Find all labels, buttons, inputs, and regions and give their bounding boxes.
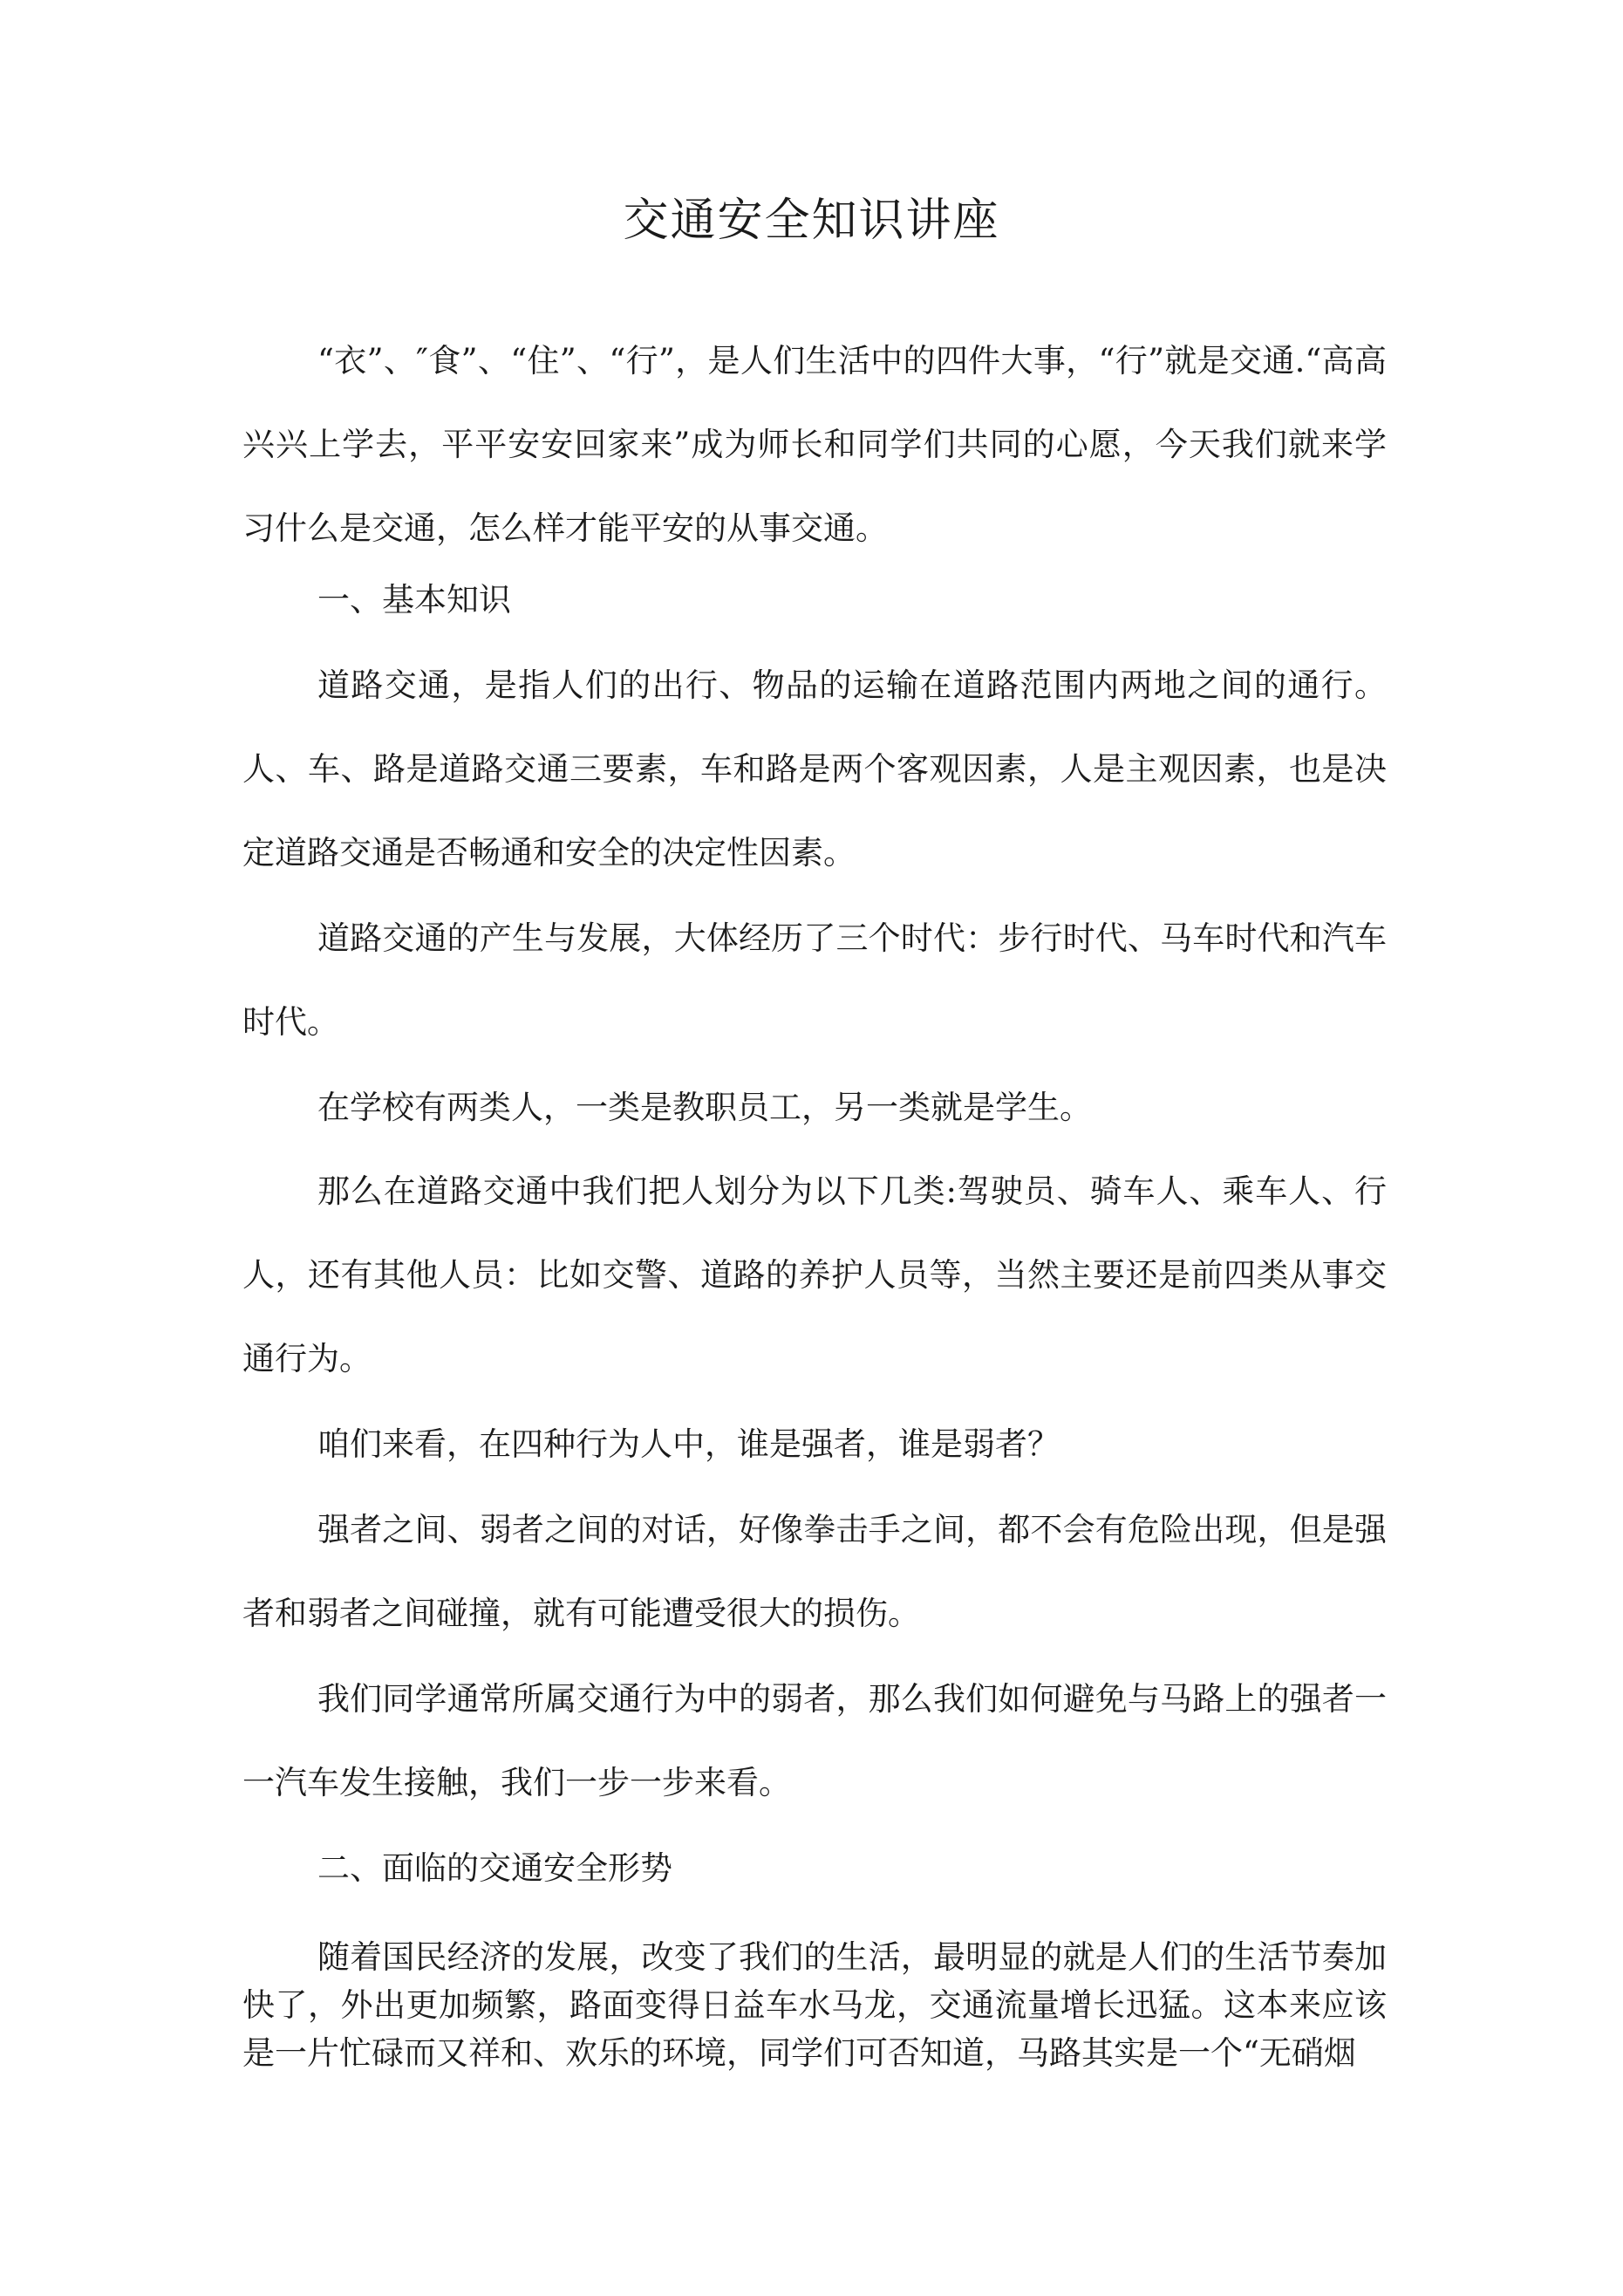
- section-heading-basic-knowledge: 一、基本知识: [317, 581, 511, 618]
- paragraph-avoid-contact: 我们同学通常所属交通行为中的弱者，那么我们如何避免与马路上的强者一一汽车发生接触，我们一步一步来看。: [242, 1680, 1387, 1801]
- section-heading-traffic-situation: 二、面临的交通安全形势: [317, 1849, 672, 1887]
- paragraph-intro: “衣”、″食”、“住”、“行”，是人们生活中的四件大事，“行”就是交通.“高高兴兴上学去，平平安安回家来”成为师长和同学们共同的心愿，今天我们就来学习什么是交通，怎么样才能平安的从事交通。: [242, 342, 1387, 547]
- paragraph-school-people: 在学校有两类人，一类是教职员工，另一类就是学生。: [317, 1089, 1092, 1126]
- document-title: 交通安全知识讲座: [623, 195, 1000, 247]
- paragraph-collision: 强者之间、弱者之间的对话，好像拳击手之间，都不会有危险出现，但是强者和弱者之间碰撞，就有可能遭受很大的损伤。: [242, 1511, 1387, 1632]
- paragraph-road-traffic-definition: 道路交通，是指人们的出行、物品的运输在道路范围内两地之间的通行。人、车、路是道路交通三要素，车和路是两个客观因素，人是主观因素，也是决定道路交通是否畅通和安全的决定性因素。: [242, 666, 1387, 871]
- paragraph-traffic-eras: 道路交通的产生与发展，大体经历了三个时代：步行时代、马车时代和汽车时代。: [242, 919, 1387, 1041]
- paragraph-traffic-participants: 那么在道路交通中我们把人划分为以下几类:驾驶员、骑车人、乘车人、行人，还有其他人员：比如交警、道路的养护人员等，当然主要还是前四类从事交通行为。: [242, 1172, 1387, 1377]
- paragraph-economic-development: 随着国民经济的发展，改变了我们的生活，最明显的就是人们的生活节奏加快了，外出更加频繁，路面变得日益车水马龙，交通流量增长迅猛。这本来应该是一片忙碌而又祥和、欢乐的环境，同学们可否知道，马路其实是一个“无硝烟: [242, 1938, 1387, 2072]
- paragraph-strong-weak-question: 咱们来看，在四种行为人中，谁是强者，谁是弱者？: [317, 1425, 1060, 1463]
